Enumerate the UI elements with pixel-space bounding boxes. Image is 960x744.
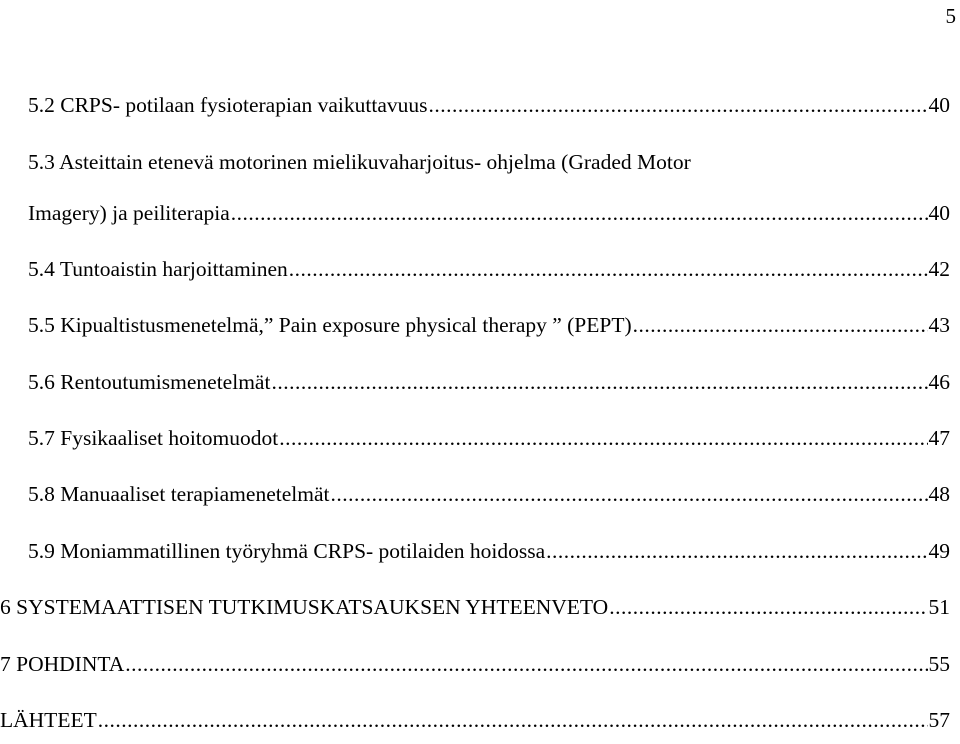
toc-entry-page: 57 xyxy=(928,708,950,732)
toc-entry-5-3-line1[interactable]: 5.3 Asteittain etenevä motorinen mielikuvaharjoitus- ohjelma (Graded Motor xyxy=(28,150,691,174)
toc-entry-page: 51 xyxy=(928,595,950,619)
toc-entry-page: 40 xyxy=(928,93,950,117)
toc-dot-leader xyxy=(279,424,927,452)
toc-entry-page: 47 xyxy=(928,426,950,450)
toc-entry-title: LÄHTEET xyxy=(0,708,97,732)
toc-dot-leader xyxy=(546,537,927,565)
toc-dot-leader xyxy=(125,650,927,678)
toc-entry-5-9[interactable] xyxy=(28,537,950,565)
toc-entry-page: 40 xyxy=(928,201,950,225)
toc-entry-5-3[interactable] xyxy=(28,199,950,227)
toc-entry-title: 6 SYSTEMAATTISEN TUTKIMUSKATSAUKSEN YHTEENVETO xyxy=(0,595,609,619)
toc-entry-5-8[interactable] xyxy=(28,480,950,508)
toc-dot-leader xyxy=(98,706,928,734)
toc-entry-title: 5.9 Moniammatillinen työryhmä CRPS- potilaiden hoidossa xyxy=(28,539,546,563)
toc-entry-page: 49 xyxy=(928,539,950,563)
toc-entry-lahteet[interactable] xyxy=(0,706,950,734)
toc-entry-5-2[interactable] xyxy=(28,91,950,119)
toc-entry-title: Imagery) ja peiliterapia xyxy=(28,201,230,225)
toc-entry-5-7[interactable] xyxy=(28,424,950,452)
toc-entry-7[interactable] xyxy=(0,650,950,678)
toc-entry-title: 5.6 Rentoutumismenetelmät xyxy=(28,370,271,394)
page-number: 5 xyxy=(945,4,956,28)
toc-dot-leader xyxy=(271,368,927,396)
toc-entry-title: 5.7 Fysikaaliset hoitomuodot xyxy=(28,426,279,450)
toc-entry-6[interactable] xyxy=(0,593,950,621)
toc-entry-title: 7 POHDINTA xyxy=(0,652,125,676)
toc-entry-title: 5.2 CRPS- potilaan fysioterapian vaikuttavuus xyxy=(28,93,428,117)
toc-entry-5-4[interactable] xyxy=(28,255,950,283)
toc-entry-page: 55 xyxy=(928,652,950,676)
toc-dot-leader xyxy=(231,199,928,227)
toc-dot-leader xyxy=(609,593,927,621)
toc-entry-5-5[interactable] xyxy=(28,311,950,339)
toc-entry-title: 5.4 Tuntoaistin harjoittaminen xyxy=(28,257,288,281)
toc-entry-page: 48 xyxy=(928,482,950,506)
toc-dot-leader xyxy=(633,311,928,339)
toc-entry-page: 42 xyxy=(928,257,950,281)
toc-entry-title: 5.8 Manuaaliset terapiamenetelmät xyxy=(28,482,330,506)
toc-entry-page: 46 xyxy=(928,370,950,394)
toc-dot-leader xyxy=(330,480,927,508)
toc-entry-title: 5.5 Kipualtistusmenetelmä,” Pain exposure physical therapy ” (PEPT) xyxy=(28,313,632,337)
toc-entry-page: 43 xyxy=(928,313,950,337)
toc-dot-leader xyxy=(429,91,928,119)
toc-entry-5-6[interactable] xyxy=(28,368,950,396)
toc-dot-leader xyxy=(289,255,928,283)
